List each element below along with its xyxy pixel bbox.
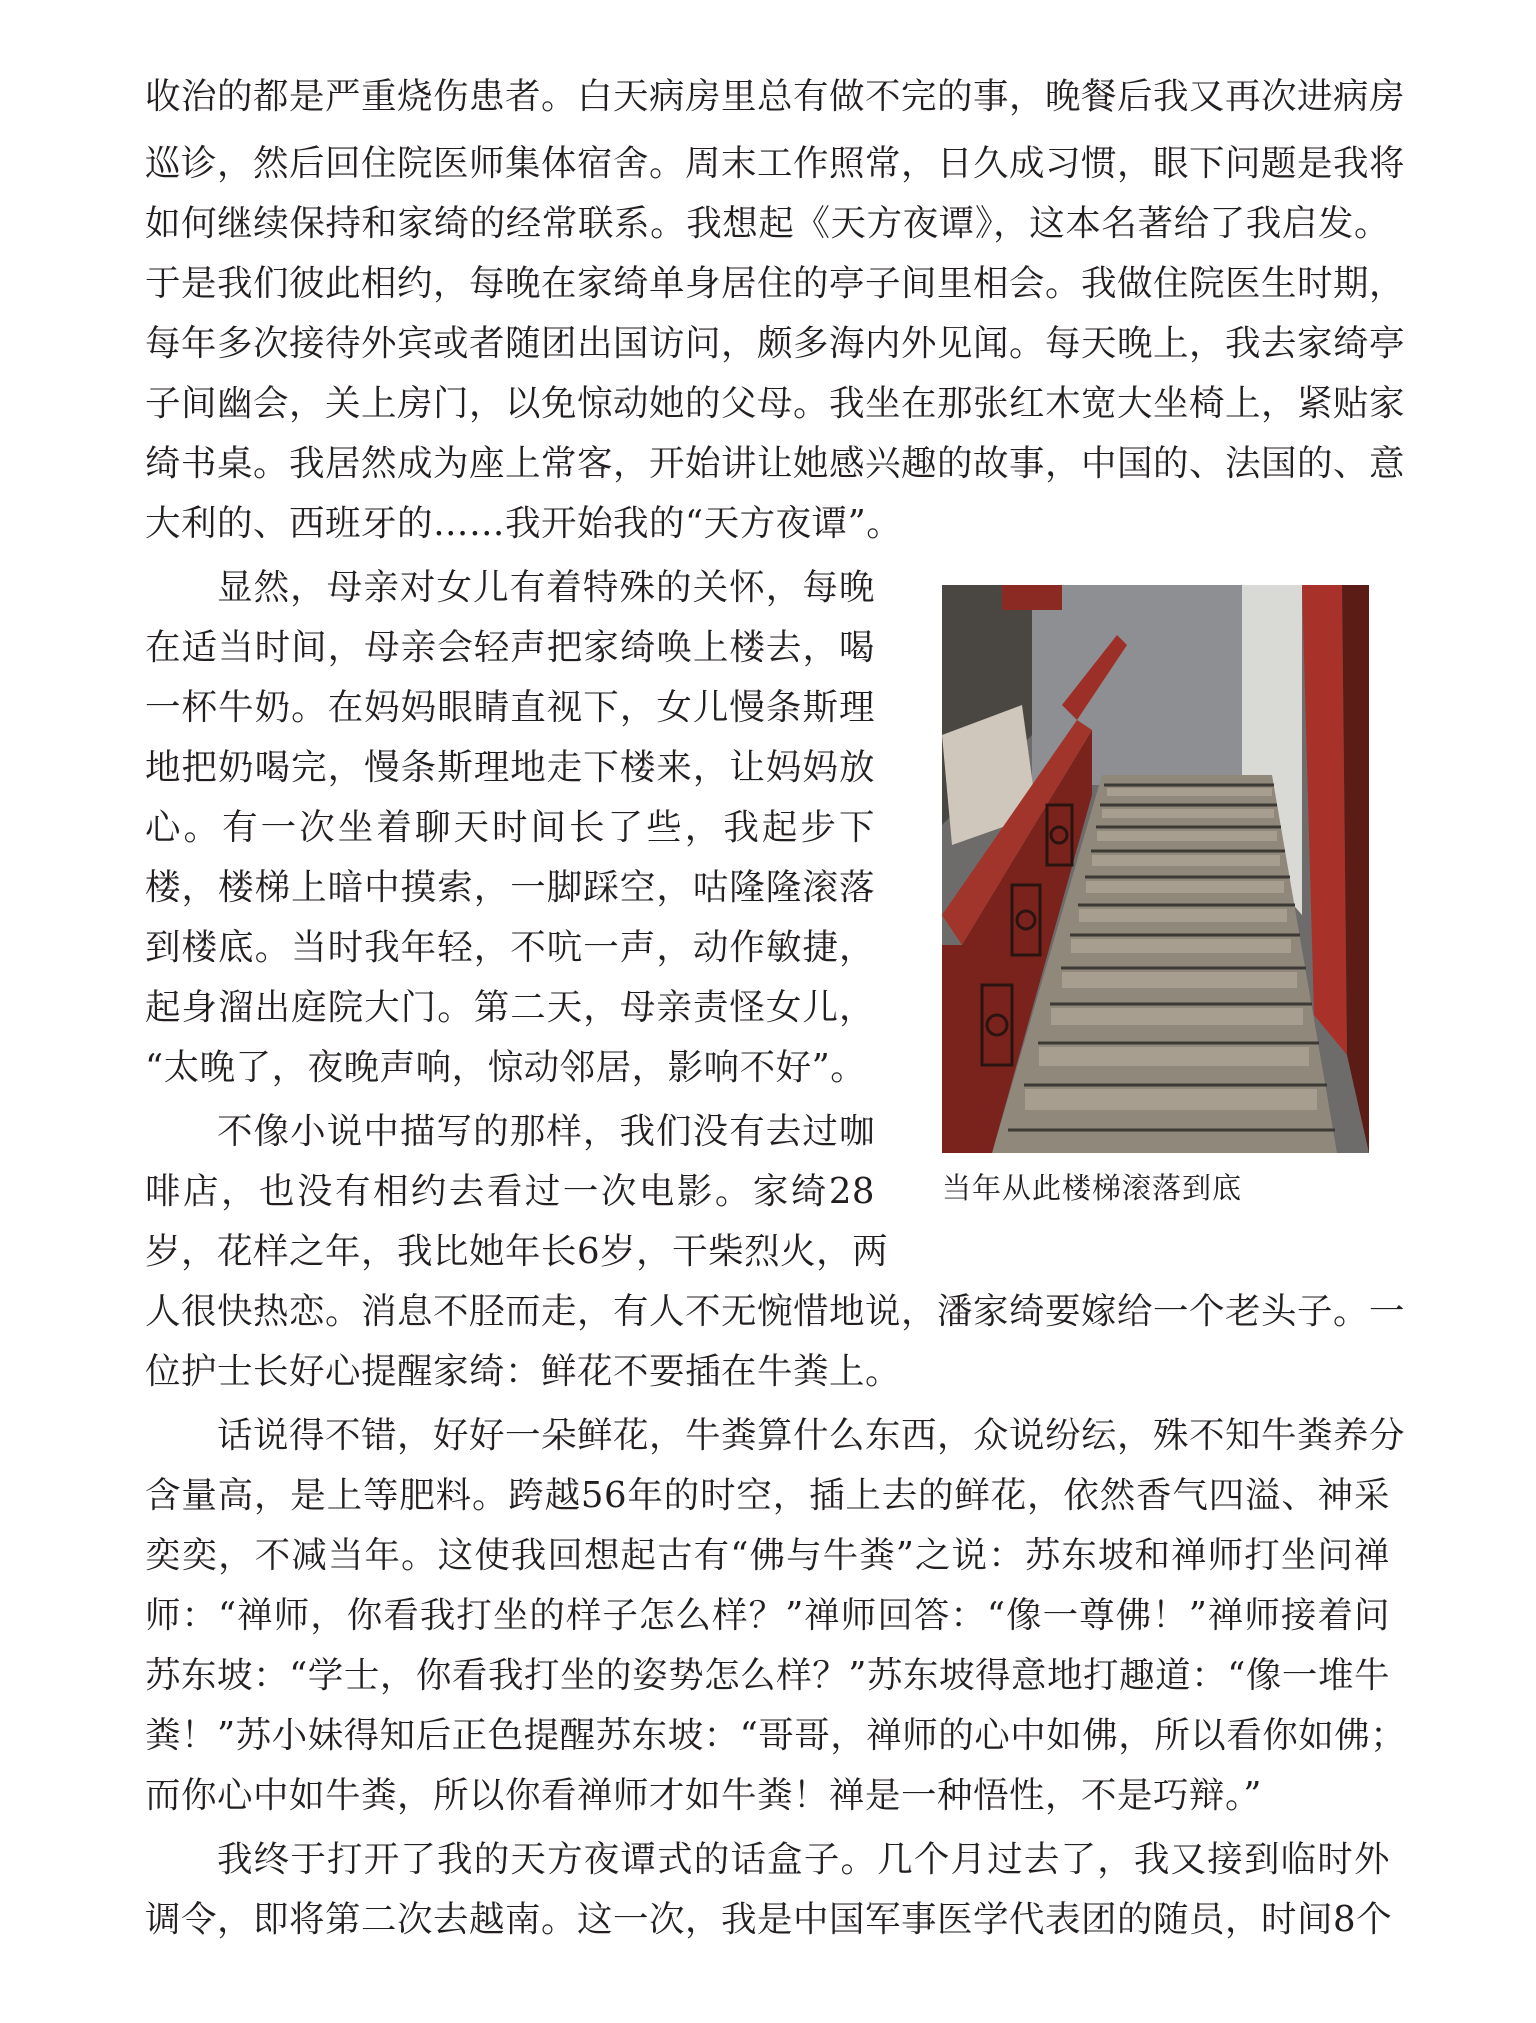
text-line: 如何继续保持和家绮的经常联系。我想起《天方夜谭》，这本名著给了我启发。: [145, 203, 1390, 244]
text-line: 巡诊，然后回住院医师集体宿舍。周末工作照常，日久成习惯，眼下问题是我将: [145, 143, 1406, 184]
text-line: “太晚了，夜晚声响，惊动邻居，影响不好”。: [145, 1047, 867, 1088]
text-line: 苏东坡：“学士，你看我打坐的姿势怎么样？”苏东坡得意地打趣道：“像一堆牛: [145, 1655, 1390, 1696]
text-line: 调令，即将第二次去越南。这一次，我是中国军事医学代表团的随员，时间8个: [145, 1899, 1393, 1940]
text-line: 收治的都是严重烧伤患者。白天病房里总有做不完的事，晚餐后我又再次进病房: [145, 76, 1406, 117]
text-line: 绮书桌。我居然成为座上常客，开始讲让她感兴趣的故事，中国的、法国的、意: [145, 443, 1406, 484]
text-line: 起身溜出庭院大门。第二天，母亲责怪女儿，: [145, 987, 875, 1028]
text-line: 地把奶喝完，慢条斯理地走下楼来，让妈妈放: [145, 747, 875, 788]
text-line: 显然，母亲对女儿有着特殊的关怀，每晚: [217, 567, 875, 608]
text-line: 不像小说中描写的那样，我们没有去过咖: [217, 1111, 875, 1152]
text-line: 楼，楼梯上暗中摸索，一脚踩空，咕隆隆滚落: [145, 867, 875, 908]
text-line: 每年多次接待外宾或者随团出国访问，颇多海内外见闻。每天晚上，我去家绮亭: [145, 323, 1406, 364]
text-line: 粪！”苏小妹得知后正色提醒苏东坡：“哥哥，禅师的心中如佛，所以看你如佛；: [145, 1715, 1407, 1756]
text-line: 人很快热恋。消息不胫而走，有人不无惋惜地说，潘家绮要嫁给一个老头子。一: [145, 1291, 1406, 1332]
staircase-photo: [942, 585, 1369, 1153]
text-line: 于是我们彼此相约，每晚在家绮单身居住的亭子间里相会。我做住院医生时期，: [145, 263, 1406, 304]
text-line: 啡店，也没有相约去看过一次电影。家绮28: [145, 1171, 875, 1212]
staircase-illustration: [942, 585, 1369, 1153]
text-line: 含量高，是上等肥料。跨越56年的时空，插上去的鲜花，依然香气四溢、神采: [145, 1475, 1390, 1516]
text-line: 心。有一次坐着聊天时间长了些，我起步下: [145, 807, 875, 848]
text-line: 我终于打开了我的天方夜谭式的话盒子。几个月过去了，我又接到临时外: [217, 1839, 1390, 1880]
text-line: 到楼底。当时我年轻，不吭一声，动作敏捷，: [145, 927, 875, 968]
text-line: 话说得不错，好好一朵鲜花，牛粪算什么东西，众说纷纭，殊不知牛粪养分: [217, 1415, 1406, 1456]
text-line: 子间幽会，关上房门，以免惊动她的父母。我坐在那张红木宽大坐椅上，紧贴家: [145, 383, 1406, 424]
text-line: 在适当时间，母亲会轻声把家绮唤上楼去，喝: [145, 627, 875, 668]
figure-caption: 当年从此楼梯滚落到底: [942, 1171, 1243, 1205]
text-line: 奕奕，不减当年。这使我回想起古有“佛与牛粪”之说：苏东坡和禅师打坐问禅: [145, 1535, 1390, 1576]
text-line: 一杯牛奶。在妈妈眼睛直视下，女儿慢条斯理: [145, 687, 875, 728]
text-line: 岁，花样之年，我比她年长6岁，干柴烈火，两: [145, 1231, 889, 1272]
text-line: 大利的、西班牙的……我开始我的“天方夜谭”。: [145, 503, 903, 544]
text-line: 而你心中如牛粪，所以你看禅师才如牛粪！禅是一种悟性，不是巧辩。”: [145, 1775, 1262, 1816]
text-line: 师：“禅师，你看我打坐的样子怎么样？”禅师回答：“像一尊佛！”禅师接着问: [145, 1595, 1390, 1636]
text-line: 位护士长好心提醒家绮：鲜花不要插在牛粪上。: [145, 1351, 902, 1392]
